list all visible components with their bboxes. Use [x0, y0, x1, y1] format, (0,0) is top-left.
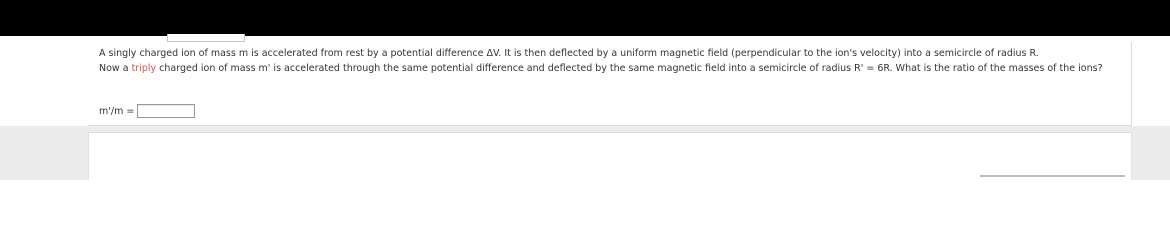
- question-highlight-triply: triply: [131, 63, 157, 74]
- divider-line: [980, 175, 1125, 177]
- question-panel: [88, 42, 1132, 126]
- question-sentence-2-prefix: Now a: [99, 63, 132, 74]
- answer-row: [99, 103, 195, 119]
- tab-stub[interactable]: [167, 34, 245, 42]
- question-sentence-1: A singly charged ion of mass m is accelerated from rest by a potential difference ΔV. It is then deflected by a uniform magnetic field (perpendicular to the ion's velocity) into a semicircle of radius R.: [99, 48, 1039, 59]
- answer-label: m'/m =: [99, 105, 135, 117]
- question-sentence-2-suffix: charged ion of mass m' is accelerated through the same potential difference and deflected by the same magnetic field into a semicircle of radius R' = 6R. What is the ratio of the masses of the ions?: [156, 63, 1103, 74]
- question-text: [99, 46, 1129, 76]
- top-bar: [0, 0, 1170, 36]
- next-question-panel: [88, 132, 1132, 180]
- answer-input[interactable]: [137, 104, 195, 118]
